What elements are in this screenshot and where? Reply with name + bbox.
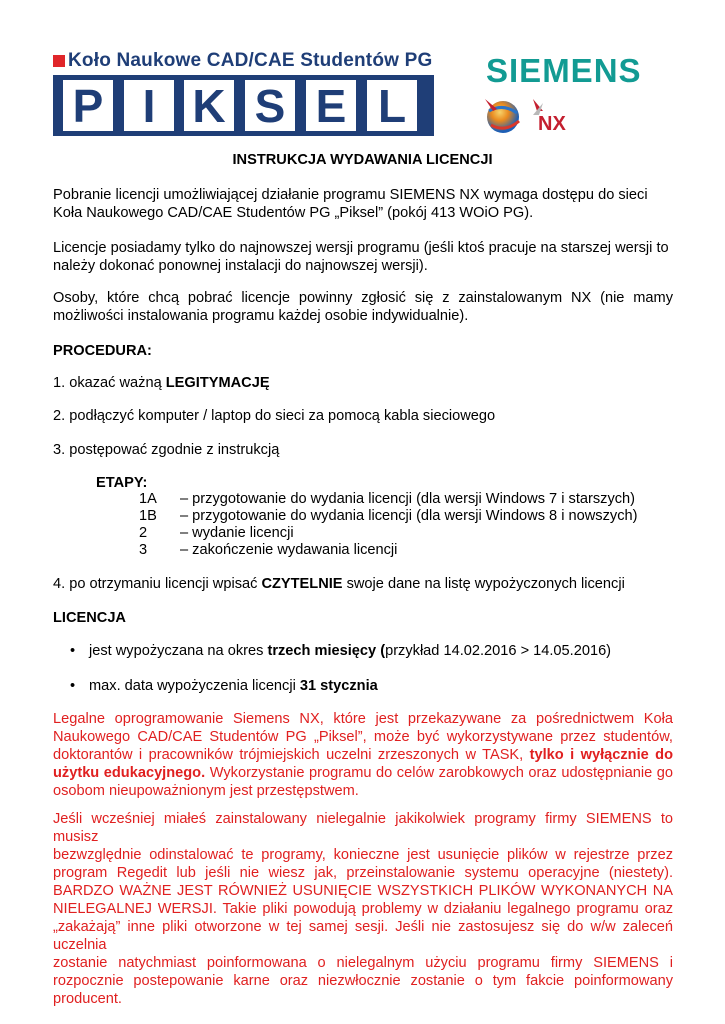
- piksel-letter: E: [306, 80, 356, 131]
- nx-logo: [483, 93, 593, 139]
- nx-text: NX: [538, 113, 566, 135]
- document-title: INSTRUKCJA WYDAWANIA LICENCJI: [232, 152, 493, 168]
- etap-row: 1A – przygotowanie do wydania licencji (dla wersji Windows 7 i starszych): [139, 491, 636, 507]
- warning-line: NIELEGALNEJ WERSJI. Takie pliki powodują problemy w działaniu legalnego programu oraz: [53, 901, 673, 917]
- warning-line: BARDZO WAŻNE JEST RÓWNIEŻ USUNIĘCIE WSZYSTKICH PLIKÓW WYKONANYCH NA: [53, 883, 673, 899]
- piksel-letter: P: [63, 80, 113, 131]
- etap-row: 1B – przygotowanie do wydania licencji (dla wersji Windows 8 i nowszych): [139, 508, 638, 524]
- step-1: 1. okazać ważną LEGITYMACJĘ: [53, 375, 270, 391]
- bullet-icon: •: [70, 643, 76, 659]
- intro-paragraph-2: Licencje posiadamy tylko do najnowszej wersji programu (jeśli ktoś pracuje na starszej wersji to należy dokonać ponownej instalacji do najnowszej wersji).: [53, 240, 669, 274]
- warning-line: rozpocznie postepowanie karne oraz niezwłocznie zostanie o tym fakcie poinformowany: [53, 973, 673, 989]
- warning-line: doktorantów i pracowników trójmiejskich uczelni zrzeszonych w TASK, tylko i wyłącznie do: [53, 747, 674, 763]
- licencja-bullet-1: jest wypożyczana na okres trzech miesięcy (przykład 14.02.2016 > 14.05.2016): [89, 643, 612, 659]
- step-2: 2. podłączyć komputer / laptop do sieci za pomocą kabla sieciowego: [53, 408, 496, 424]
- club-name: Koło Naukowe CAD/CAE Studentów PG: [68, 50, 433, 71]
- piksel-letter: I: [124, 80, 174, 131]
- step-3: 3. postępować zgodnie z instrukcją: [53, 442, 280, 458]
- warning-line: Legalne oprogramowanie Siemens NX, które jest przekazywane za pośrednictwem Koła: [53, 711, 673, 727]
- procedura-heading: PROCEDURA:: [53, 343, 152, 359]
- red-square-icon: [53, 55, 65, 67]
- licencja-heading: LICENCJA: [53, 610, 126, 626]
- warning-line: program Regedit lub jeśli nie wiesz jak, przeinstalowanie systemu operacyjne (niestety).: [53, 865, 673, 881]
- piksel-letter: K: [184, 80, 234, 131]
- club-logo-caption: [53, 52, 433, 72]
- piksel-letter: L: [367, 80, 417, 131]
- warning-line: Jeśli wcześniej miałeś zainstalowany nielegalnie jakikolwiek programy firmy SIEMENS to musisz: [53, 811, 673, 845]
- warning-line: „zakażają” inne pliki otworzone w tej samej sesji. Jeśli nie zastosujesz się do w/w zaleceń uczelnia: [53, 919, 673, 953]
- bullet-icon: •: [70, 678, 76, 694]
- etap-row: 3 – zakończenie wydawania licencji: [139, 542, 398, 558]
- etap-row: 2 – wydanie licencji: [139, 525, 294, 541]
- etapy-heading: ETAPY:: [96, 475, 148, 491]
- illegal-software-warning: [53, 810, 673, 1008]
- siemens-logo: SIEMENS: [486, 52, 642, 89]
- warning-line: producent.: [53, 991, 122, 1007]
- piksel-logo: [53, 75, 434, 136]
- warning-line: osobom nieupoważnionym jest przestępstwem.: [53, 783, 359, 799]
- piksel-letter: S: [245, 80, 295, 131]
- legal-warning: [53, 710, 673, 800]
- intro-paragraph-3: Osoby, które chcą pobrać licencje powinny zgłosić się z zainstalowanym NX (nie mamy możliwości instalowania programu każdej osobie indywidualnie).: [53, 290, 673, 324]
- warning-line: Naukowego CAD/CAE Studentów PG „Piksel”, może być wykorzystywane przez studentów,: [53, 729, 673, 745]
- warning-line: użytku edukacyjnego. Wykorzystanie programu do celów zarobkowych oraz udostępnianie go: [53, 765, 673, 781]
- step-4: 4. po otrzymaniu licencji wpisać CZYTELNIE swoje dane na listę wypożyczonych licencji: [53, 576, 625, 592]
- intro-paragraph-1: Pobranie licencji umożliwiającej działanie programu SIEMENS NX wymaga dostępu do sieci Koła Naukowego CAD/CAE Studentów PG „Piksel” (pokój 413 WOiO PG).: [53, 187, 648, 221]
- licencja-bullet-2: max. data wypożyczenia licencji 31 stycznia: [89, 678, 378, 694]
- warning-line: bezwzględnie odinstalować te programy, konieczne jest usunięcie plików w rejestrze przez: [53, 847, 673, 863]
- warning-line: zostanie natychmiast poinformowana o nielegalnym użyciu programu firmy SIEMENS i: [53, 955, 673, 971]
